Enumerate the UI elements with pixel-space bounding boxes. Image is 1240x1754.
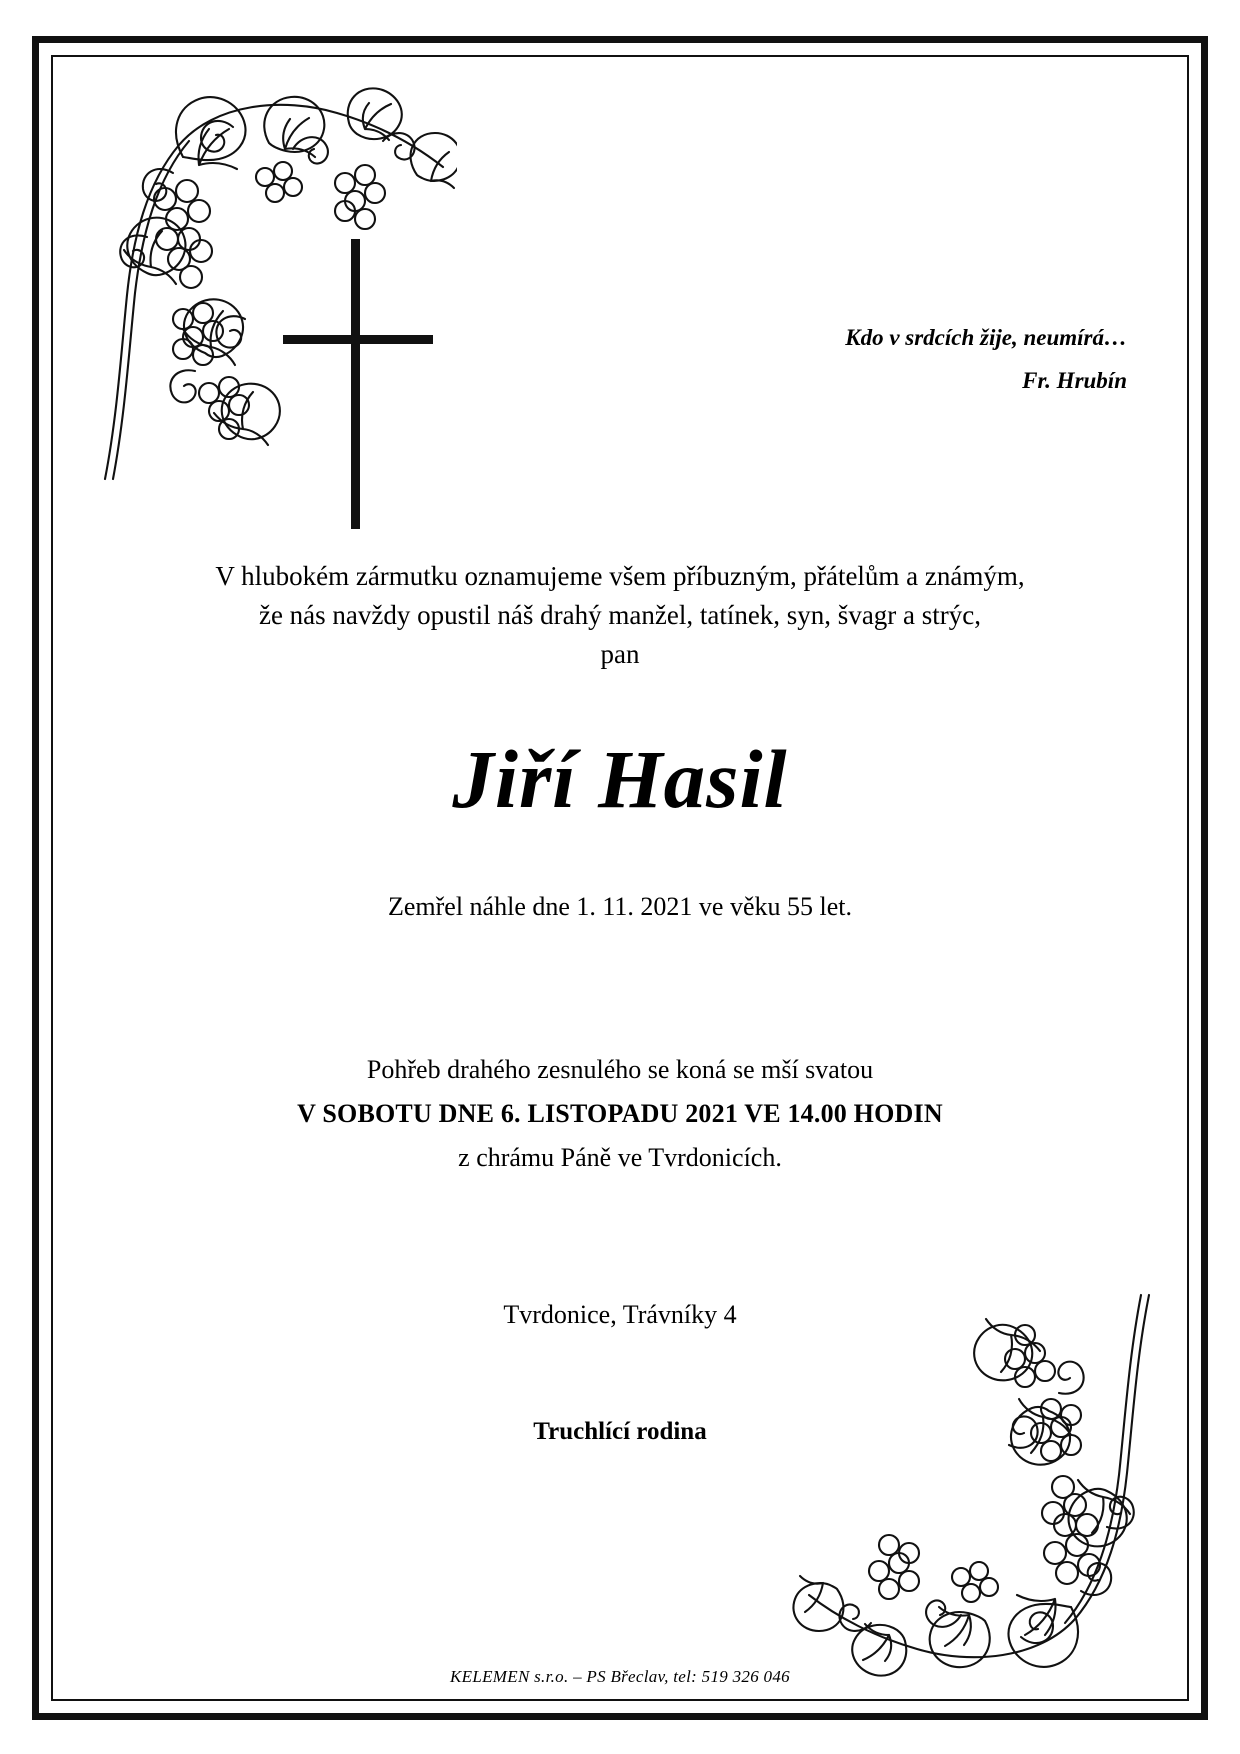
ceremony-place: z chrámu Páně ve Tvrdonicích. [458,1142,782,1172]
announcement-intro-line-1: V hlubokém zármutku oznamujeme všem příbuzným, přátelům a známým, [215,561,1025,591]
ceremony-datetime: V SOBOTU DNE 6. LISTOPADU 2021 VE 14.00 HODIN [297,1098,943,1128]
memorial-quote [627,317,1127,402]
cross-vertical-bar [351,239,360,529]
announcement-intro [113,557,1127,674]
quote-author: Fr. Hrubín [1022,367,1127,393]
grieving-family: Truchlící rodina [533,1418,707,1446]
announcement-body [113,557,1127,1446]
deceased-name: Jiří Hasil [452,733,788,826]
announcement-intro-line-2: že nás navždy opustil náš drahý manžel, tatínek, syn, švagr a strýc, [258,600,982,631]
announcement-intro-line-3: pan [600,639,640,670]
inner-border [51,55,1189,1701]
ceremony-intro: Pohřeb drahého zesnulého se koná se mší svatou [366,1054,874,1084]
ceremony-details [113,1048,1127,1181]
latin-cross-icon [283,239,433,529]
death-note: Zemřel náhle dne 1. 11. 2021 ve věku 55 let. [387,891,852,921]
family-address: Tvrdonice, Trávníky 4 [503,1300,737,1330]
cross-horizontal-bar [283,335,433,344]
outer-border [32,36,1208,1720]
printer-credit: KELEMEN s.r.o. – PS Břeclav, tel: 519 326 046 [450,1667,790,1686]
quote-text: Kdo v srdcích žije, neumírá… [845,325,1127,350]
